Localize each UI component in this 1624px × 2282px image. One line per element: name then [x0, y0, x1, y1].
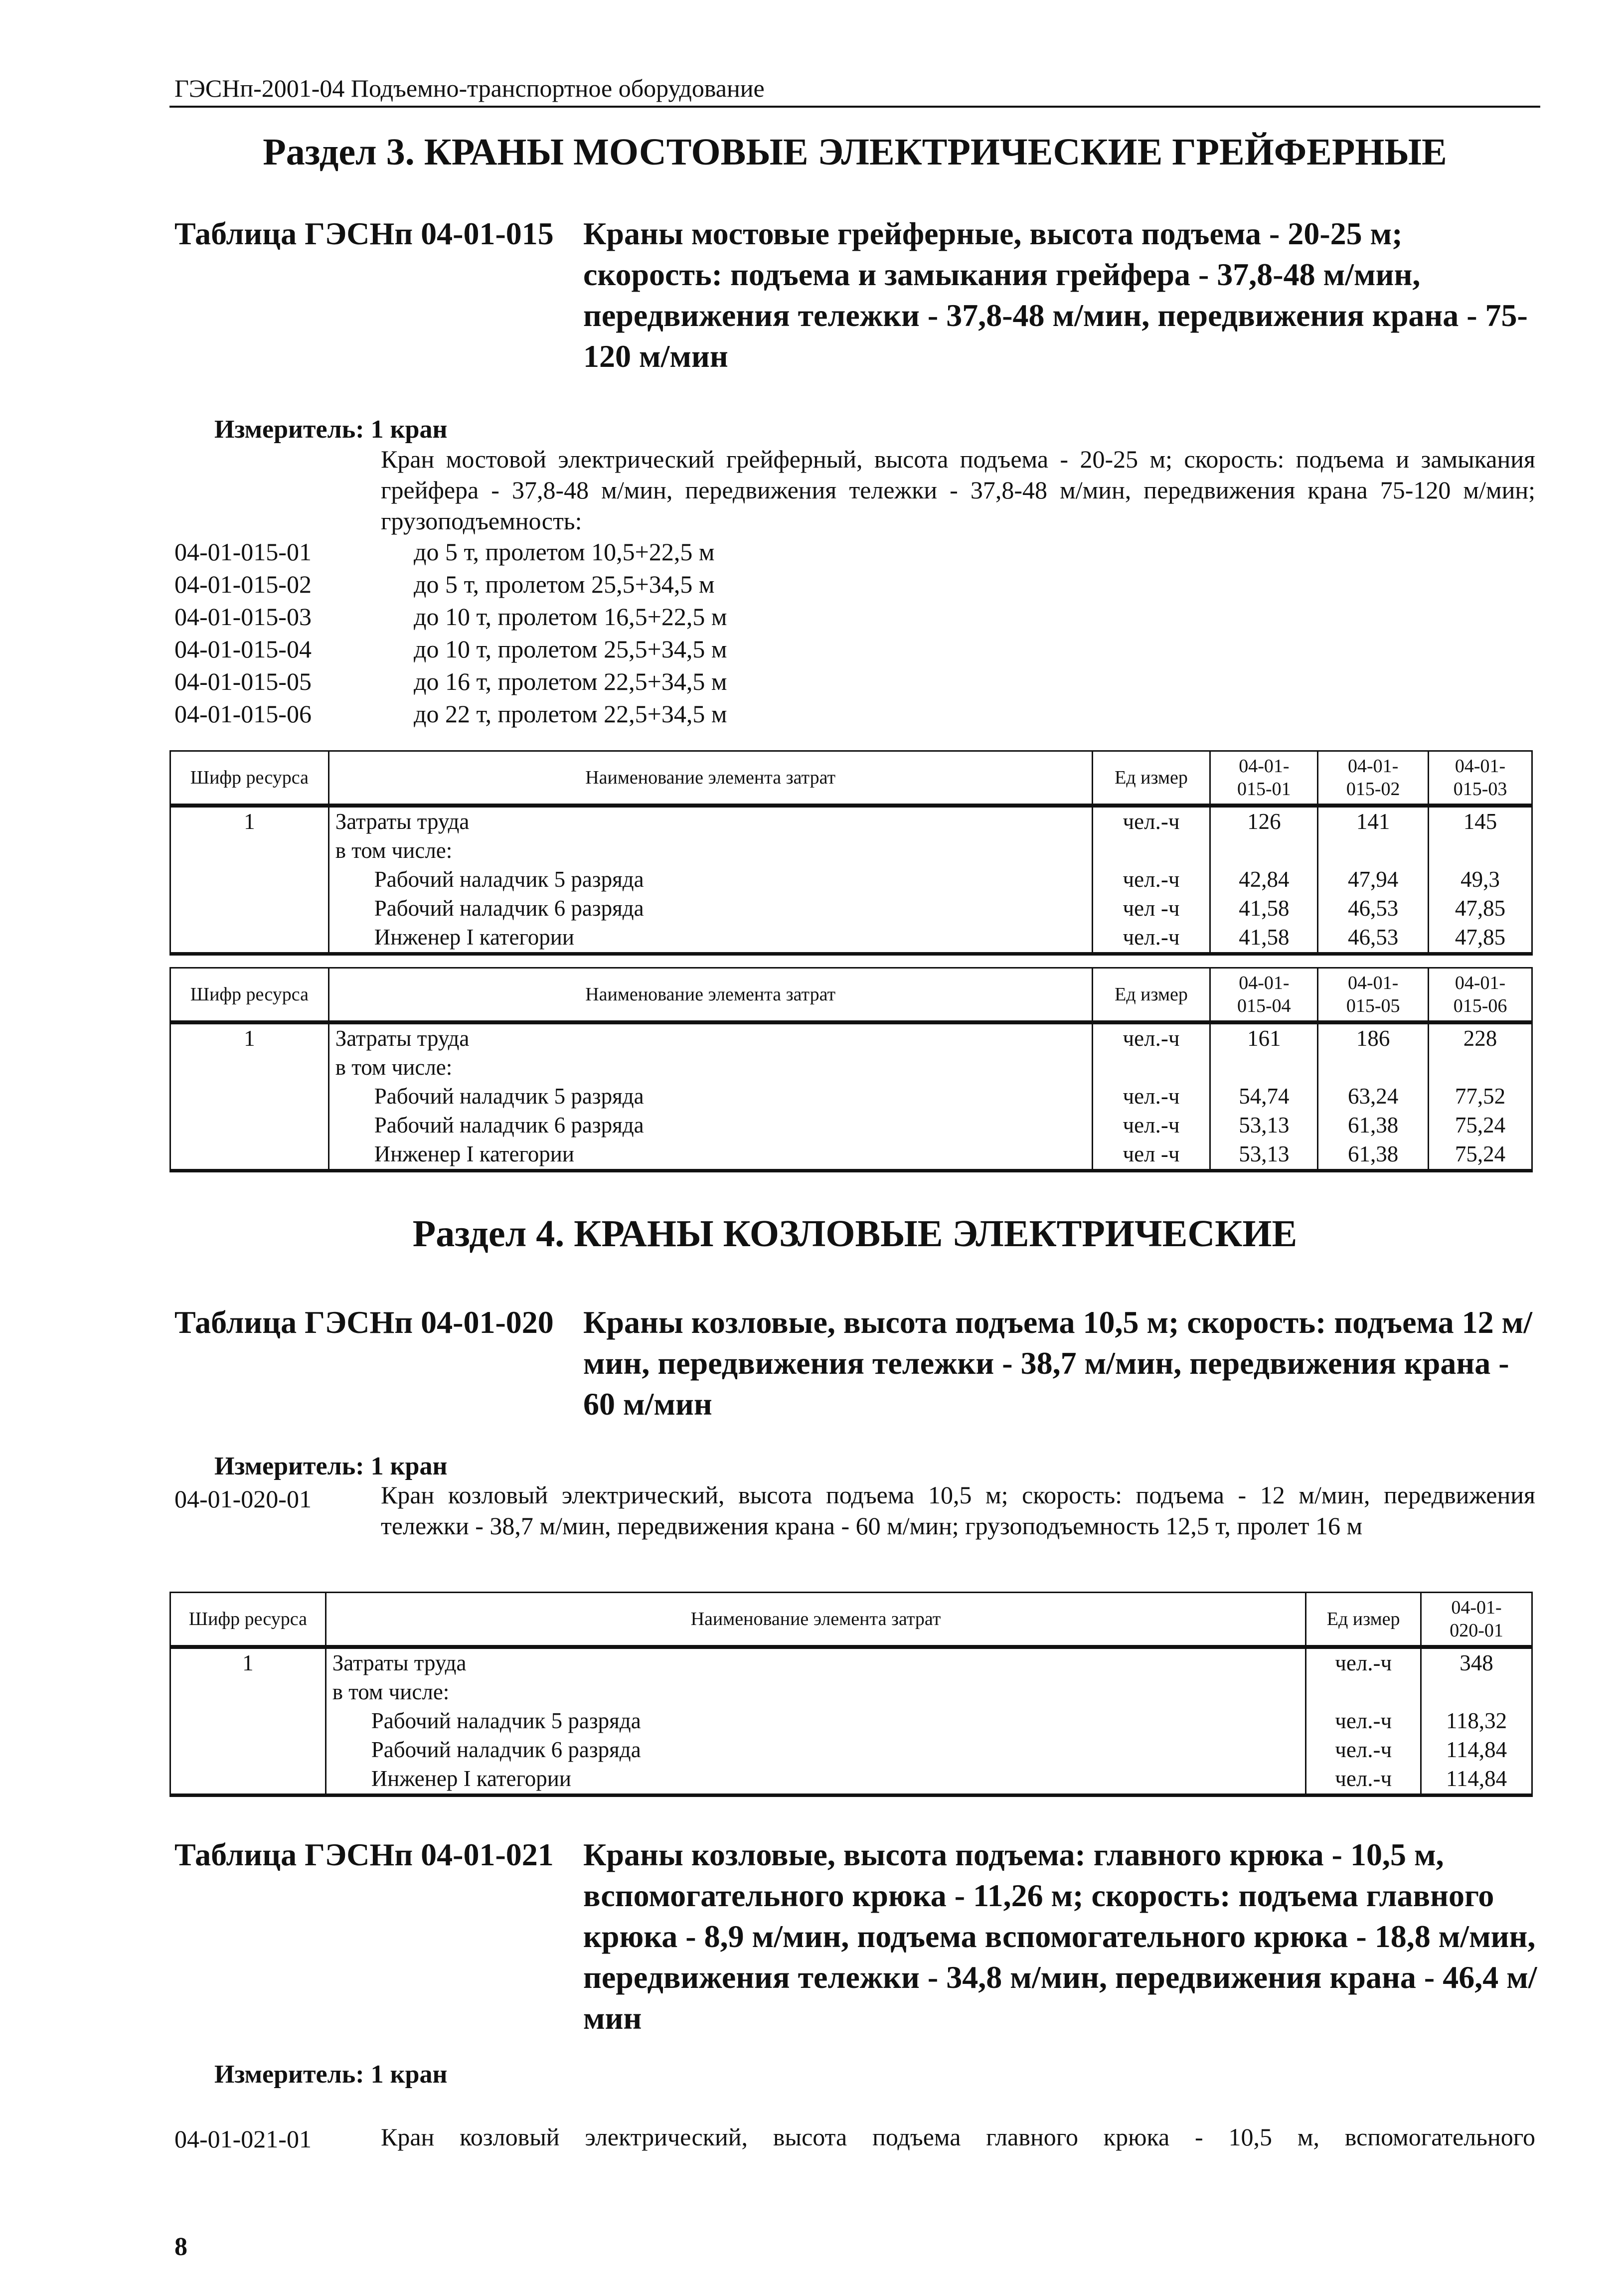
item-code: 04-01-020-01 [174, 1485, 312, 1513]
table-cell: 75,24 [1429, 1140, 1532, 1171]
table-cell: 114,84 [1421, 1736, 1532, 1765]
table-cell: 114,84 [1421, 1765, 1532, 1795]
table-cell: 77,52 [1429, 1082, 1532, 1111]
table-015-description: Кран мостовой электрический грейферный, высота подъема - 20-25 м; скорость: подъема и замыкания грейфера - 37,8-48 м/мин, передвижения тележки - 37,8-48 м/мин, передвижения крана 75-120 м/мин; грузоподъемность: [381, 445, 1535, 535]
table-cell [170, 1053, 329, 1082]
table-cell: Инженер I категории [328, 923, 1092, 954]
table-020-caption: Краны козловые, высота подъема 10,5 м; скорость: подъема 12 м/мин, передвижения тележки - 38,7 м/мин, передвижения крана - 60 м/мин [583, 1304, 1533, 1422]
table-row [170, 1647, 1532, 1678]
resource-table-020 [169, 1592, 1533, 1797]
table-row [170, 1022, 1532, 1053]
table-cell: Рабочий наладчик 5 разряда [328, 1082, 1092, 1111]
item-description: до 22 т, пролетом 22,5+34,5 м [414, 700, 727, 728]
header-rule [169, 106, 1540, 108]
table-cell: 145 [1429, 806, 1532, 836]
item-description: до 16 т, пролетом 22,5+34,5 м [414, 667, 727, 695]
table-cell: чел.-ч [1092, 1111, 1210, 1140]
table-cell: 53,13 [1210, 1140, 1318, 1171]
table-021-description: Кран козловый электрический, высота подъема главного крюка - 10,5 м, вспомогательного [381, 2123, 1535, 2151]
table-cell: 61,38 [1318, 1140, 1429, 1171]
column-header: Ед измер [1092, 968, 1210, 1023]
table-row [170, 1678, 1532, 1707]
table-cell: 42,84 [1210, 865, 1318, 894]
table-row [170, 1736, 1532, 1765]
section-4-title: Раздел 4. КРАНЫ КОЗЛОВЫЕ ЭЛЕКТРИЧЕСКИЕ [412, 1213, 1298, 1255]
table-cell: 46,53 [1318, 923, 1429, 954]
table-cell: 1 [170, 1647, 326, 1678]
column-header: 04-01- 015-05 [1318, 968, 1429, 1023]
table-cell: 228 [1429, 1022, 1532, 1053]
item-code: 04-01-015-05 [174, 667, 312, 695]
table-cell: Рабочий наладчик 6 разряда [325, 1736, 1306, 1765]
table-row [170, 1707, 1532, 1736]
column-header: Ед измер [1092, 751, 1210, 806]
table-cell: чел.-ч [1306, 1765, 1421, 1795]
table-cell: чел.-ч [1092, 923, 1210, 954]
table-cell: 61,38 [1318, 1111, 1429, 1140]
table-021-caption: Краны козловые, высота подъема: главного крюка - 10,5 м, вспомогательного крюка - 11,26 м; скорость: подъема главного крюка - 8,9 м/мин, подъема вспомогательного крюка - 18,8 м/мин, передвижения тележки - 34,8 м/мин, передвижения крана - 46,4 м/мин [583, 1837, 1537, 2036]
table-cell: 49,3 [1429, 865, 1532, 894]
column-header: 04-01- 015-02 [1318, 751, 1429, 806]
table-cell: 53,13 [1210, 1111, 1318, 1140]
table-cell: Затраты труда [325, 1647, 1306, 1678]
table-cell: 126 [1210, 806, 1318, 836]
table-cell [1092, 1053, 1210, 1082]
column-header: Шифр ресурса [170, 968, 329, 1023]
table-cell [170, 1140, 329, 1171]
table-cell: Затраты труда [328, 1022, 1092, 1053]
column-header: 04-01- 015-01 [1210, 751, 1318, 806]
table-cell [1421, 1678, 1532, 1707]
table-cell: 63,24 [1318, 1082, 1429, 1111]
table-row [170, 836, 1532, 865]
table-020-measure: Измеритель: 1 кран [214, 1452, 448, 1480]
item-code: 04-01-015-06 [174, 700, 312, 728]
column-header: Наименование элемента затрат [328, 968, 1092, 1023]
column-header: 04-01- 015-06 [1429, 968, 1532, 1023]
table-row [170, 1140, 1532, 1171]
table-cell [170, 865, 329, 894]
table-cell: чел -ч [1092, 894, 1210, 923]
item-description: до 5 т, пролетом 10,5+22,5 м [414, 538, 715, 566]
table-cell [1318, 836, 1429, 865]
table-cell [170, 1736, 326, 1765]
table-cell: 161 [1210, 1022, 1318, 1053]
column-header: Шифр ресурса [170, 751, 329, 806]
item-description: до 10 т, пролетом 16,5+22,5 м [414, 603, 727, 631]
table-cell: 118,32 [1421, 1707, 1532, 1736]
table-cell: чел.-ч [1306, 1707, 1421, 1736]
table-cell [1318, 1053, 1429, 1082]
table-row [170, 1111, 1532, 1140]
item-code: 04-01-015-04 [174, 635, 312, 663]
table-cell [1210, 1053, 1318, 1082]
table-cell [170, 923, 329, 954]
item-code: 04-01-015-01 [174, 538, 312, 566]
table-cell [1429, 836, 1532, 865]
table-header-row [170, 1593, 1532, 1647]
table-cell: Инженер I категории [325, 1765, 1306, 1795]
table-020-title [174, 1302, 1540, 1425]
table-cell [170, 894, 329, 923]
table-cell: 47,85 [1429, 923, 1532, 954]
table-cell: 41,58 [1210, 923, 1318, 954]
page-number: 8 [174, 2233, 187, 2261]
table-cell [1092, 836, 1210, 865]
table-cell: Рабочий наладчик 6 разряда [328, 1111, 1092, 1140]
table-cell: Затраты труда [328, 806, 1092, 836]
column-header: 04-01- 020-01 [1421, 1593, 1532, 1647]
column-header: Наименование элемента затрат [328, 751, 1092, 806]
table-header-row [170, 751, 1532, 806]
table-cell: 54,74 [1210, 1082, 1318, 1111]
running-header: ГЭСНп-2001-04 Подъемно-транспортное оборудование [174, 74, 765, 102]
table-cell [170, 836, 329, 865]
table-cell: Инженер I категории [328, 1140, 1092, 1171]
item-description: до 5 т, пролетом 25,5+34,5 м [414, 570, 715, 598]
table-cell: 141 [1318, 806, 1429, 836]
table-020-description: Кран козловый электрический, высота подъема 10,5 м; скорость: подъема - 12 м/мин, передвижения тележки - 38,7 м/мин, передвижения крана - 60 м/мин; грузоподъемность 12,5 т, пролет 16 м [381, 1481, 1535, 1540]
table-cell: чел.-ч [1092, 1082, 1210, 1111]
column-header: 04-01- 015-03 [1429, 751, 1532, 806]
table-021-label: Таблица ГЭСНп 04-01-021 [174, 1837, 554, 1872]
table-row [170, 1765, 1532, 1795]
item-code: 04-01-015-03 [174, 603, 312, 631]
table-cell: 41,58 [1210, 894, 1318, 923]
section-3-title: Раздел 3. КРАНЫ МОСТОВЫЕ ЭЛЕКТРИЧЕСКИЕ ГРЕЙФЕРНЫЕ [263, 131, 1447, 173]
resource-table-015-a [169, 750, 1533, 956]
column-header: Наименование элемента затрат [325, 1593, 1306, 1647]
table-021-measure: Измеритель: 1 кран [214, 2060, 448, 2089]
table-cell [1429, 1053, 1532, 1082]
table-cell: 46,53 [1318, 894, 1429, 923]
table-cell [1210, 836, 1318, 865]
table-cell: в том числе: [328, 836, 1092, 865]
table-cell: 1 [170, 806, 329, 836]
table-cell: чел.-ч [1092, 865, 1210, 894]
column-header: Ед измер [1306, 1593, 1421, 1647]
table-015-caption: Краны мостовые грейферные, высота подъема - 20-25 м; скорость: подъема и замыкания грейфера - 37,8-48 м/мин, передвижения тележки - 37,8-48 м/мин, передвижения крана - 75-120 м/мин [583, 216, 1528, 374]
table-cell: 75,24 [1429, 1111, 1532, 1140]
table-header-row [170, 968, 1532, 1023]
table-cell: Рабочий наладчик 5 разряда [325, 1707, 1306, 1736]
table-cell [170, 1707, 326, 1736]
table-row [170, 806, 1532, 836]
table-021-title [174, 1834, 1540, 2039]
table-015-measure: Измеритель: 1 кран [214, 415, 448, 444]
table-cell: чел.-ч [1306, 1647, 1421, 1678]
table-cell: 348 [1421, 1647, 1532, 1678]
table-cell: Рабочий наладчик 5 разряда [328, 865, 1092, 894]
table-cell: в том числе: [325, 1678, 1306, 1707]
table-cell [170, 1111, 329, 1140]
table-cell [170, 1765, 326, 1795]
table-row [170, 865, 1532, 894]
table-row [170, 894, 1532, 923]
table-cell: Рабочий наладчик 6 разряда [328, 894, 1092, 923]
table-cell: 47,85 [1429, 894, 1532, 923]
table-cell: в том числе: [328, 1053, 1092, 1082]
table-cell [170, 1082, 329, 1111]
item-code: 04-01-015-02 [174, 570, 312, 598]
item-code: 04-01-021-01 [174, 2125, 312, 2153]
table-row [170, 1082, 1532, 1111]
resource-table-015-b [169, 967, 1533, 1172]
table-cell: чел.-ч [1092, 806, 1210, 836]
table-row [170, 1053, 1532, 1082]
table-cell: 186 [1318, 1022, 1429, 1053]
table-015-title [174, 213, 1535, 377]
table-cell: чел.-ч [1092, 1022, 1210, 1053]
item-description: до 10 т, пролетом 25,5+34,5 м [414, 635, 727, 663]
table-cell [170, 1678, 326, 1707]
table-020-label: Таблица ГЭСНп 04-01-020 [174, 1304, 554, 1340]
table-cell: 47,94 [1318, 865, 1429, 894]
table-cell: чел.-ч [1306, 1736, 1421, 1765]
table-row [170, 923, 1532, 954]
table-cell [1306, 1678, 1421, 1707]
column-header: Шифр ресурса [170, 1593, 326, 1647]
table-cell: чел -ч [1092, 1140, 1210, 1171]
table-015-label: Таблица ГЭСНп 04-01-015 [174, 216, 554, 251]
column-header: 04-01- 015-04 [1210, 968, 1318, 1023]
table-cell: 1 [170, 1022, 329, 1053]
